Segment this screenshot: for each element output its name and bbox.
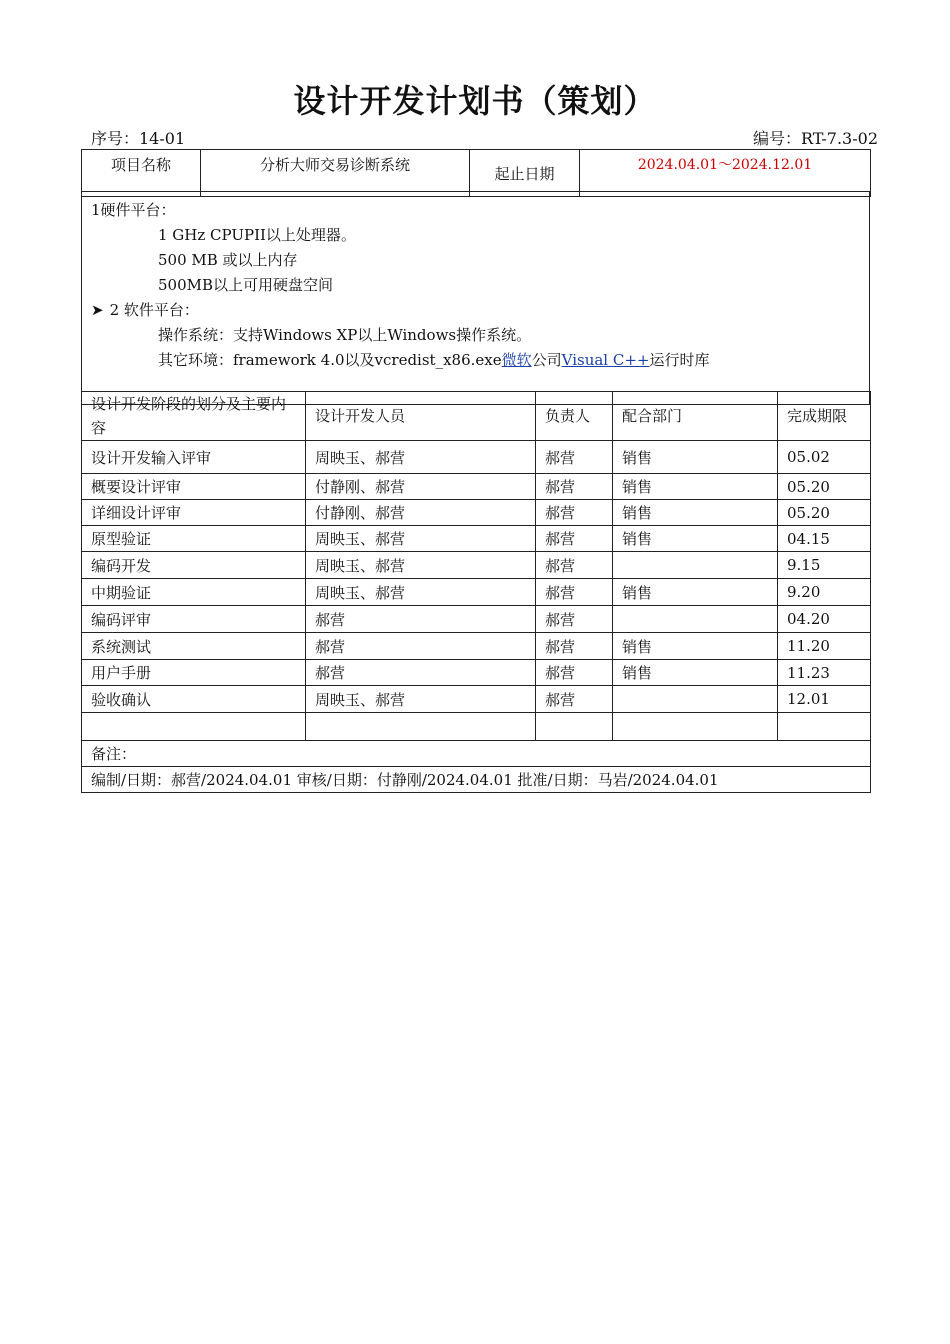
phase-cell: 编码评审 xyxy=(82,606,306,633)
department-cell: 销售 xyxy=(613,633,778,660)
staff-cell: 周映玉、郝营 xyxy=(306,552,536,579)
department-cell: 销售 xyxy=(613,579,778,606)
document-title: 设计开发计划书（策划） xyxy=(293,82,657,120)
department-cell: 销售 xyxy=(613,526,778,552)
staff-cell: 郝营 xyxy=(306,660,536,686)
staff-cell: 周映玉、郝营 xyxy=(306,686,536,713)
deadline-cell: 9.15 xyxy=(778,552,871,579)
phase-cell xyxy=(82,713,306,741)
date-range-value: 2024.04.01～2024.12.01 xyxy=(580,150,871,197)
phase-cell: 系统测试 xyxy=(82,633,306,660)
deadline-cell: 04.20 xyxy=(778,606,871,633)
staff-cell: 周映玉、郝营 xyxy=(306,526,536,552)
deadline-cell: 05.20 xyxy=(778,474,871,500)
owner-cell: 郝营 xyxy=(536,606,613,633)
phase-cell: 编码开发 xyxy=(82,552,306,579)
phase-table xyxy=(81,391,871,793)
department-cell xyxy=(613,552,778,579)
header-deadline: 完成期限 xyxy=(778,392,871,441)
microsoft-link[interactable]: 微软 xyxy=(501,351,532,369)
header-staff: 设计开发人员 xyxy=(306,392,536,441)
os-requirement: 操作系统：支持Windows XP以上Windows操作系统。 xyxy=(158,326,532,344)
phase-header-row xyxy=(82,392,871,441)
table-row xyxy=(82,441,871,474)
remarks-label: 备注： xyxy=(82,741,871,767)
other-env-text: 其它环境：framework 4.0以及vcredist_x86.exe xyxy=(158,351,502,369)
table-row xyxy=(82,686,871,713)
company-text: 公司 xyxy=(531,351,562,369)
owner-cell: 郝营 xyxy=(536,526,613,552)
signoff-row xyxy=(82,767,871,793)
table-row xyxy=(82,579,871,606)
department-cell: 销售 xyxy=(613,660,778,686)
table-row xyxy=(82,526,871,552)
runtime-text: 运行时库 xyxy=(649,351,710,369)
phase-cell: 验收确认 xyxy=(82,686,306,713)
table-row-empty xyxy=(82,713,871,741)
department-cell xyxy=(613,713,778,741)
deadline-cell: 12.01 xyxy=(778,686,871,713)
table-row xyxy=(82,633,871,660)
staff-cell xyxy=(306,713,536,741)
phase-cell: 中期验证 xyxy=(82,579,306,606)
deadline-cell: 11.20 xyxy=(778,633,871,660)
hardware-item: 500MB以上可用硬盘空间 xyxy=(158,276,334,294)
arrow-bullet-icon: ➤ xyxy=(91,301,104,319)
deadline-cell: 05.20 xyxy=(778,500,871,526)
table-row xyxy=(82,660,871,686)
deadline-cell: 11.23 xyxy=(778,660,871,686)
other-environment xyxy=(91,348,860,373)
phase-cell: 详细设计评审 xyxy=(82,500,306,526)
document-code: 编号：RT-7.3-02 xyxy=(753,129,878,148)
department-cell: 销售 xyxy=(613,474,778,500)
hardware-title: 1硬件平台： xyxy=(91,201,176,219)
phase-cell: 概要设计评审 xyxy=(82,474,306,500)
environment-table xyxy=(81,191,870,405)
header-owner: 负责人 xyxy=(536,392,613,441)
deadline-cell xyxy=(778,713,871,741)
project-name-value: 分析大师交易诊断系统 xyxy=(201,150,470,197)
serial-number: 序号：14-01 xyxy=(91,129,186,148)
department-cell xyxy=(613,606,778,633)
table-row xyxy=(82,606,871,633)
project-name-label: 项目名称 xyxy=(82,150,201,197)
remarks-row xyxy=(82,741,871,767)
owner-cell: 郝营 xyxy=(536,633,613,660)
owner-cell xyxy=(536,713,613,741)
hardware-item: 1 GHz CPUPII以上处理器。 xyxy=(158,226,356,244)
software-title: 2 软件平台： xyxy=(109,301,199,319)
signoff-text: 编制/日期：郝营/2024.04.01 审核/日期：付静刚/2024.04.01 批准/日期：马岩/2024.04.01 xyxy=(82,767,871,793)
table-row xyxy=(82,552,871,579)
owner-cell: 郝营 xyxy=(536,474,613,500)
staff-cell: 周映玉、郝营 xyxy=(306,579,536,606)
table-row xyxy=(82,474,871,500)
visual-cpp-link[interactable]: Visual C++ xyxy=(561,351,650,369)
deadline-cell: 05.02 xyxy=(778,441,871,474)
deadline-cell: 04.15 xyxy=(778,526,871,552)
owner-cell: 郝营 xyxy=(536,686,613,713)
owner-cell: 郝营 xyxy=(536,579,613,606)
owner-cell: 郝营 xyxy=(536,441,613,474)
department-cell xyxy=(613,686,778,713)
hardware-item: 500 MB 或以上内存 xyxy=(158,251,298,269)
project-info-table xyxy=(81,149,871,197)
date-range-label: 起止日期 xyxy=(470,150,580,197)
table-row xyxy=(82,500,871,526)
header-phase: 设计开发阶段的划分及主要内容 xyxy=(82,392,306,441)
staff-cell: 郝营 xyxy=(306,633,536,660)
owner-cell: 郝营 xyxy=(536,552,613,579)
staff-cell: 郝营 xyxy=(306,606,536,633)
staff-cell: 付静刚、郝营 xyxy=(306,474,536,500)
phase-cell: 设计开发输入评审 xyxy=(82,441,306,474)
phase-cell: 用户手册 xyxy=(82,660,306,686)
header-department: 配合部门 xyxy=(613,392,778,441)
environment-section xyxy=(82,192,870,405)
department-cell: 销售 xyxy=(613,441,778,474)
staff-cell: 付静刚、郝营 xyxy=(306,500,536,526)
owner-cell: 郝营 xyxy=(536,660,613,686)
owner-cell: 郝营 xyxy=(536,500,613,526)
deadline-cell: 9.20 xyxy=(778,579,871,606)
phase-cell: 原型验证 xyxy=(82,526,306,552)
department-cell: 销售 xyxy=(613,500,778,526)
staff-cell: 周映玉、郝营 xyxy=(306,441,536,474)
